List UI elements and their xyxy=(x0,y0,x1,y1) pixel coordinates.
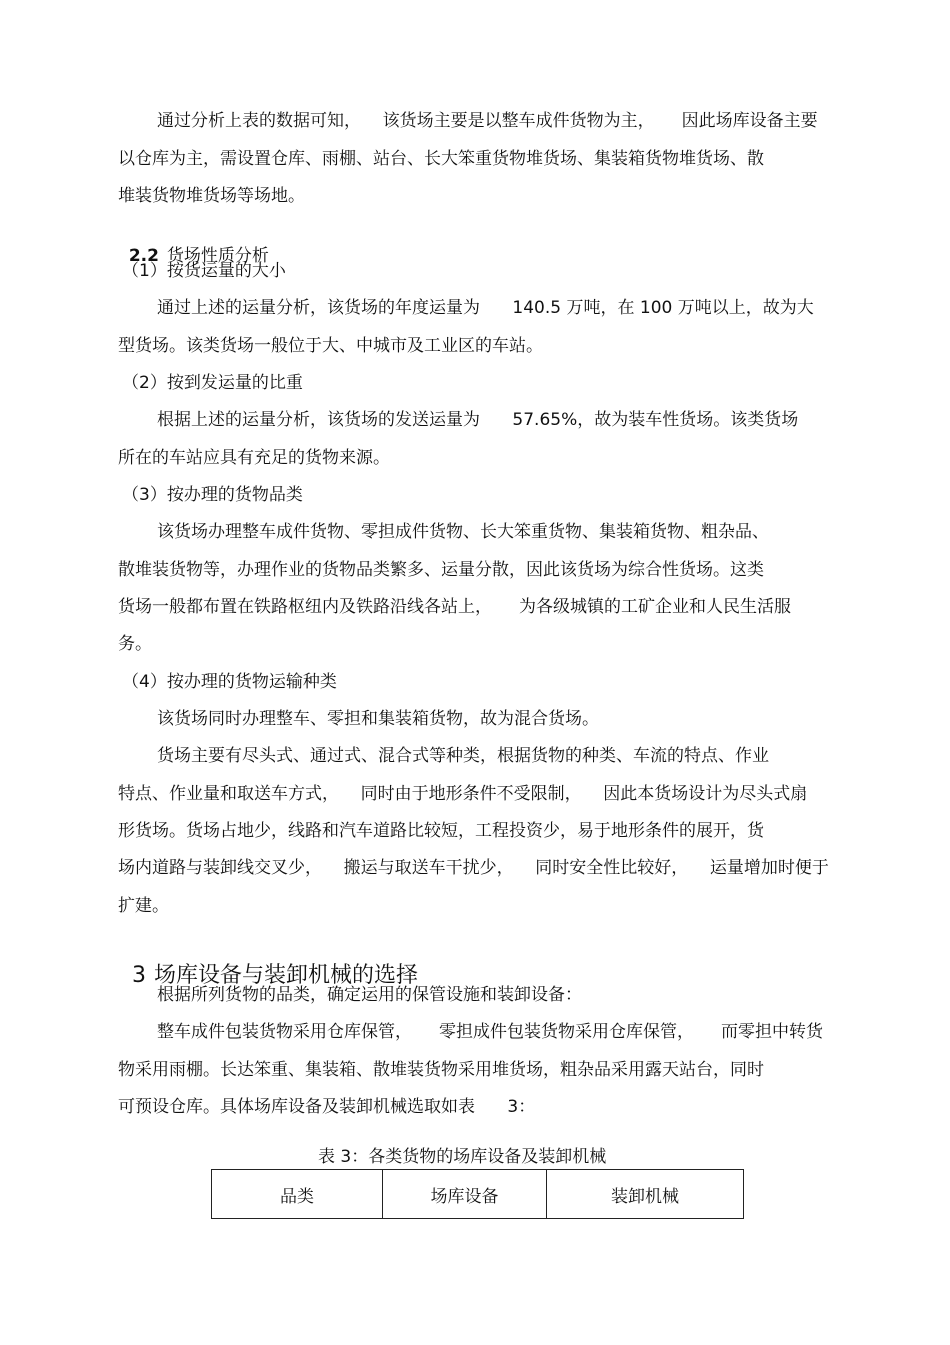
table-3 xyxy=(211,1169,744,1219)
paragraph-line: 该货场办理整车成件货物、零担成件货物、长大笨重货物、集装箱货物、粗杂品、 xyxy=(157,522,769,542)
paragraph-line: 所在的车站应具有充足的货物来源。 xyxy=(118,448,390,468)
section-number: 3 xyxy=(132,963,146,988)
paragraph-line: 特点、作业量和取送车方式， 同时由于地形条件不受限制， 因此本货场设计为尽头式扇 xyxy=(118,784,808,804)
paragraph-line: 物采用雨棚。长达笨重、集装箱、散堆装货物采用堆货场，粗杂品采用露天站台，同时 xyxy=(118,1060,764,1080)
section-number: 2.2 xyxy=(128,246,159,266)
paragraph-line: 散堆装货物等，办理作业的货物品类繁多、运量分散，因此该货场为综合性货场。这类 xyxy=(118,560,764,580)
paragraph-line: 务。 xyxy=(118,634,152,654)
table-header-row xyxy=(212,1170,744,1219)
subsection-heading: （2）按到发运量的比重 xyxy=(122,373,303,393)
paragraph-line: 型货场。该类货场一般位于大、中城市及工业区的车站。 xyxy=(118,336,543,356)
paragraph-line: 以仓库为主，需设置仓库、雨棚、站台、长大笨重货物堆货场、集装箱货物堆货场、散 xyxy=(118,149,764,169)
paragraph-line: 形货场。货场占地少，线路和汽车道路比较短，工程投资少，易于地形条件的展开，货 xyxy=(118,821,764,841)
section-heading-3 xyxy=(118,934,418,990)
table-header-cell: 装卸机械 xyxy=(547,1170,744,1219)
paragraph-line: 根据所列货物的品类，确定运用的保管设施和装卸设备： xyxy=(157,985,582,1005)
paragraph-line: 场内道路与装卸线交叉少， 搬运与取送车干扰少， 同时安全性比较好， 运量增加时便于 xyxy=(118,858,829,878)
paragraph-line: 通过分析上表的数据可知， 该货场主要是以整车成件货物为主， 因此场库设备主要 xyxy=(157,111,818,131)
paragraph-line: 货场一般都布置在铁路枢纽内及铁路沿线各站上， 为各级城镇的工矿企业和人民生活服 xyxy=(118,597,792,617)
section-title: 货场性质分析 xyxy=(166,246,269,266)
paragraph-line: 通过上述的运量分析，该货场的年度运量为 140.5 万吨，在 100 万吨以上，故为大 xyxy=(157,298,814,318)
table-header-cell: 场库设备 xyxy=(383,1170,547,1219)
subsection-heading: （4）按办理的货物运输种类 xyxy=(122,672,337,692)
paragraph-line: 可预设仓库。具体场库设备及装卸机械选取如表 3： xyxy=(118,1097,536,1117)
table-header-cell: 品类 xyxy=(212,1170,383,1219)
paragraph-line: 扩建。 xyxy=(118,896,169,916)
subsection-heading: （1）按货运量的大小 xyxy=(122,261,286,281)
paragraph-line: 堆装货物堆货场等场地。 xyxy=(118,186,305,206)
section-title: 场库设备与装卸机械的选择 xyxy=(154,963,419,988)
paragraph-line: 该货场同时办理整车、零担和集装箱货物，故为混合货场。 xyxy=(157,709,599,729)
paragraph-line: 整车成件包装货物采用仓库保管， 零担成件包装货物采用仓库保管， 而零担中转货 xyxy=(157,1022,824,1042)
table-caption: 表 3：各类货物的场库设备及装卸机械 xyxy=(318,1147,607,1167)
paragraph-line: 货场主要有尽头式、通过式、混合式等种类，根据货物的种类、车流的特点、作业 xyxy=(157,746,769,766)
paragraph-line: 根据上述的运量分析，该货场的发送运量为 57.65%，故为装车性货场。该类货场 xyxy=(157,410,799,430)
subsection-heading: （3）按办理的货物品类 xyxy=(122,485,303,505)
